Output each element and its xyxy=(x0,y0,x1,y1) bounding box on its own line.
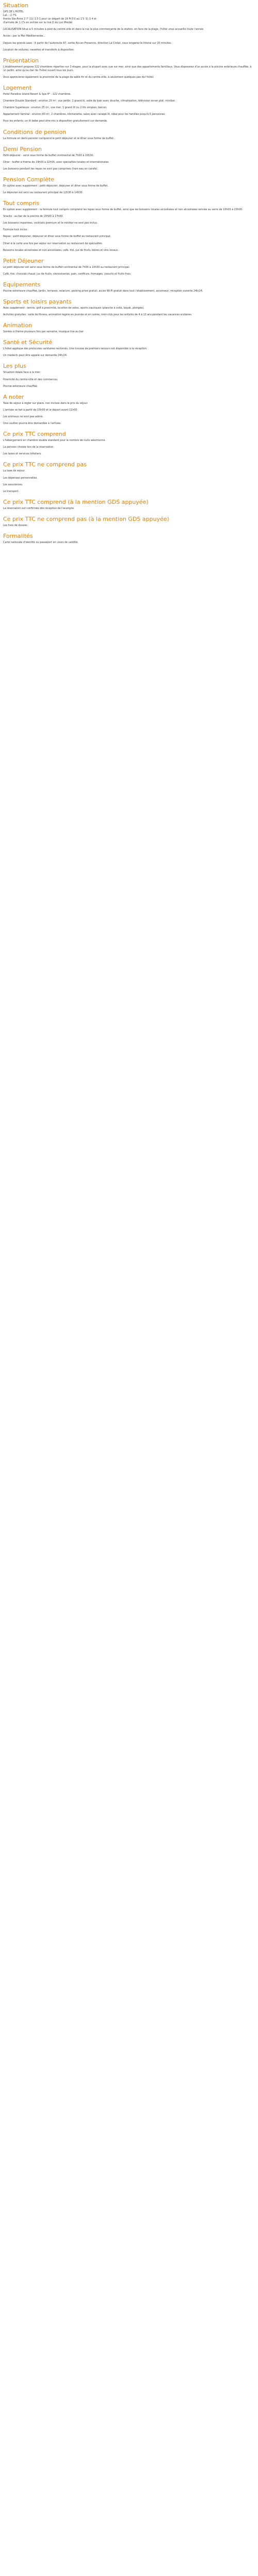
paragraph: Dîner à la carte une fois par séjour sur réservation au restaurant de spécialités. xyxy=(3,242,103,245)
section-title: Sports et loisirs payants xyxy=(3,298,72,305)
section-pension-complete xyxy=(3,176,254,195)
paragraph: L'arrivée se fait à partir de 15h00 et le départ avant 11h00. xyxy=(3,408,78,412)
section-conditions xyxy=(3,128,254,141)
section-title: Présentation xyxy=(3,57,39,64)
paragraph: Situation idéale face à la mer. xyxy=(3,371,41,375)
paragraph: Taxe de séjour à régler sur place, non incluse dans le prix du séjour. xyxy=(3,401,88,405)
paragraph: Les taxes et services hôteliers. xyxy=(3,452,42,456)
hotel-description-page xyxy=(0,0,258,549)
paragraph: Hotel Paradise Island Resort & Spa 4* : 122 chambres. xyxy=(3,93,71,96)
section-title: Demi Pension xyxy=(3,145,42,152)
section-demi-pension xyxy=(3,145,254,171)
paragraph: La réservation est confirmée dès réception de l'acompte. xyxy=(3,506,75,510)
section-title: Ce prix TTC ne comprend pas xyxy=(3,461,87,468)
section-title: Situation xyxy=(3,2,29,9)
paragraph: La formule en demi-pension comprend le petit déjeuner et le dîner sous forme de buffet. xyxy=(3,137,115,140)
line: GPS DE L'HOTEL xyxy=(3,10,24,13)
section-formalites xyxy=(3,532,254,545)
paragraph: Les boissons pendant les repas ne sont pas comprises (hors eau en carafe). xyxy=(3,167,99,171)
paragraph: Location de voitures, navettes et transferts à disposition. xyxy=(3,48,75,52)
section-situation xyxy=(3,2,254,52)
paragraph: Les dépenses personnelles. xyxy=(3,476,38,480)
section-title: Ce prix TTC comprend xyxy=(3,431,66,438)
paragraph: Café, thé, chocolat chaud, jus de fruits, viennoiseries, pain, confiture, fromages, yaourts et fruits frais. xyxy=(3,272,132,276)
section-presentation xyxy=(3,57,254,79)
section-title: Pension Complète xyxy=(3,176,54,183)
line: Lat. : 2.7% xyxy=(3,14,17,18)
paragraph: Depuis les grands axes : A partir de l'autoroute A7, sortie Aix-en-Provence, direction La Ciotat, vous longerez le littoral sur 20 minutes. xyxy=(3,41,172,45)
section-title: Conditions de pension xyxy=(3,128,67,135)
paragraph: Chambre Double Standard : environ 20 m², vue jardin, 1 grand lit, salle de bain avec douche, climatisation, télévision écran plat, minibar. xyxy=(3,99,175,103)
section-title: Ce prix TTC ne comprend pas (à la mention GDS appuyée) xyxy=(3,515,169,522)
paragraph: LOCALISATION Situé à 5 minutes à pied du centre-ville et dans la rue la plus commerçante de la station, en face de la plage, l'hôtel vous accueille toute l'année. xyxy=(3,28,204,31)
paragraph: Appartement familial : environ 40 m², 2 chambres, kitchenette, salon avec canapé-lit, idéal pour les familles jusqu'à 5 personnes. xyxy=(3,113,166,116)
paragraph: Chambre Supérieure : environ 25 m², vue mer, 1 grand lit ou 2 lits simples, balcon. xyxy=(3,106,107,110)
section-title: Ce prix TTC comprend (à la mention GDS appuyée) xyxy=(3,498,149,505)
section-plus xyxy=(3,362,254,388)
section-animation xyxy=(3,321,254,334)
paragraph: L'hôtel applique des protocoles sanitaires renforcés. Une trousse de premiers secours est disponible à la réception. xyxy=(3,347,148,351)
paragraph: Formule tout inclus xyxy=(3,228,27,232)
paragraph: Boissons locales alcoolisées et non alcoolisées, café, thé, jus de fruits, bières et vins locaux. xyxy=(3,248,119,252)
section-sante xyxy=(3,338,254,358)
paragraph: Les assurances. xyxy=(3,483,23,486)
section-title: Les plus xyxy=(3,363,26,370)
section-title: Petit Déjeuner xyxy=(3,257,44,264)
section-title: Animation xyxy=(3,322,33,329)
paragraph: Le petit déjeuner est servi sous forme de buffet continental de 7h00 à 10h30 au restaurant principal. xyxy=(3,265,130,269)
paragraph: Piscine extérieure chauffée, jardin, terrasse, solarium, parking privé gratuit, accès Wi-Fi gratuit dans tout l'établissement, ascenseur, réception ouverte 24h/24. xyxy=(3,289,203,293)
section-ce-prix-ne-comprend-pas xyxy=(3,461,254,493)
paragraph: Proximité du centre-ville et des commerces. xyxy=(3,378,58,381)
section-ce-prix-ne-comprend-pas-gds xyxy=(3,515,254,528)
line: d'arrivée de 1 1% en entrée sur la rive D du Luc Mordel xyxy=(3,21,73,25)
paragraph: L'établissement propose 122 chambres réparties sur 3 étages, pour la plupart avec vue sur mer, ainsi que des appartements familiaux. Vous disposerez d'un accès à la piscine extérieure chauffée, à un jardin, ainsi qu'au bar de l'hôtel ouvert tous les jours. xyxy=(3,65,252,72)
section-ce-prix-comprend xyxy=(3,430,254,456)
paragraph: Les animaux ne sont pas admis. xyxy=(3,415,44,418)
paragraph: En option avec supplément : la formule tout compris comprend les repas sous forme de buffet, ainsi que les boissons locales alcoolisées et non alcoolisées servies au verre de 10h00 à 23h00. xyxy=(3,208,243,212)
paragraph: La pension choisie lors de la réservation. xyxy=(3,446,55,449)
paragraph: Le déjeuner est servi au restaurant principal de 12h30 à 14h30. xyxy=(3,191,84,194)
paragraph: La taxe de séjour. xyxy=(3,469,25,473)
section-title: Santé et Sécurité xyxy=(3,339,53,346)
paragraph: Soirées à thème plusieurs fois par semaine, musique live au bar. xyxy=(3,330,84,334)
section-title: Logement xyxy=(3,84,32,92)
paragraph: En option avec supplément : petit-déjeuner, déjeuner et dîner sous forme de buffet. xyxy=(3,184,108,188)
paragraph: Le transport. xyxy=(3,489,20,493)
line-group xyxy=(3,10,254,25)
paragraph: L'hébergement en chambre double standard pour le nombre de nuits sélectionné. xyxy=(3,439,106,443)
line: Pointe Ste-Anne 2:7':11(-1.5'1 pour un départ de 16 Fr.5'0 au 1'3 '1(-3 4 et xyxy=(3,18,96,21)
paragraph: Les boissons importées, cocktails premium et le minibar ne sont pas inclus. xyxy=(3,222,98,225)
paragraph: Activités gratuites : salle de fitness, animation légère en journée et en soirée, mini-club pour les enfants de 4 à 12 ans pendant les vacances scolaires. xyxy=(3,313,192,317)
section-a-noter xyxy=(3,393,254,426)
paragraph: Petit-déjeuner : servi sous forme de buffet continental de 7h00 à 10h30. xyxy=(3,154,94,157)
section-sports xyxy=(3,298,254,317)
paragraph: Accès : par la Mer Méditerranée... xyxy=(3,35,45,38)
section-title: A noter xyxy=(3,393,24,400)
section-logement xyxy=(3,84,254,123)
paragraph: Pour les enfants, un lit bébé peut être mis à disposition gratuitement sur demande. xyxy=(3,120,108,123)
section-equipements xyxy=(3,281,254,293)
paragraph: Dîner : buffet à thème de 19h00 à 22h00, avec spécialités locales et internationales. xyxy=(3,160,109,164)
paragraph: Piscine extérieure chauffée. xyxy=(3,384,38,388)
paragraph: Repas : petit-déjeuner, déjeuner et dîner sous forme de buffet au restaurant principal. xyxy=(3,235,111,239)
paragraph: Une caution pourra être demandée à l'arrivée. xyxy=(3,422,61,426)
section-tout-compris xyxy=(3,199,254,225)
section-la-reservation xyxy=(3,498,254,511)
paragraph: Un médecin peut être appelé sur demande 24h/24. xyxy=(3,354,68,358)
section-formule-tout-inclus xyxy=(3,228,254,252)
section-title: Tout compris xyxy=(3,200,40,207)
section-title: Formalités xyxy=(3,532,33,539)
paragraph: Les frais de dossier. xyxy=(3,523,28,527)
paragraph: Vous apprécierez également la proximité de la plage de sable fin et du centre-ville, à seulement quelques pas de l'hôtel. xyxy=(3,75,154,79)
paragraph: Snacks : au bar de la piscine de 15h00 à 17h00. xyxy=(3,215,63,218)
section-petit-dejeuner xyxy=(3,257,254,276)
section-title: Equipements xyxy=(3,281,41,288)
paragraph: Avec supplément : tennis, golf à proximité, location de vélos, sports nautiques (planche à voile, kayak, plongée). xyxy=(3,307,144,310)
paragraph: Carte nationale d'identité ou passeport en cours de validité. xyxy=(3,540,78,544)
